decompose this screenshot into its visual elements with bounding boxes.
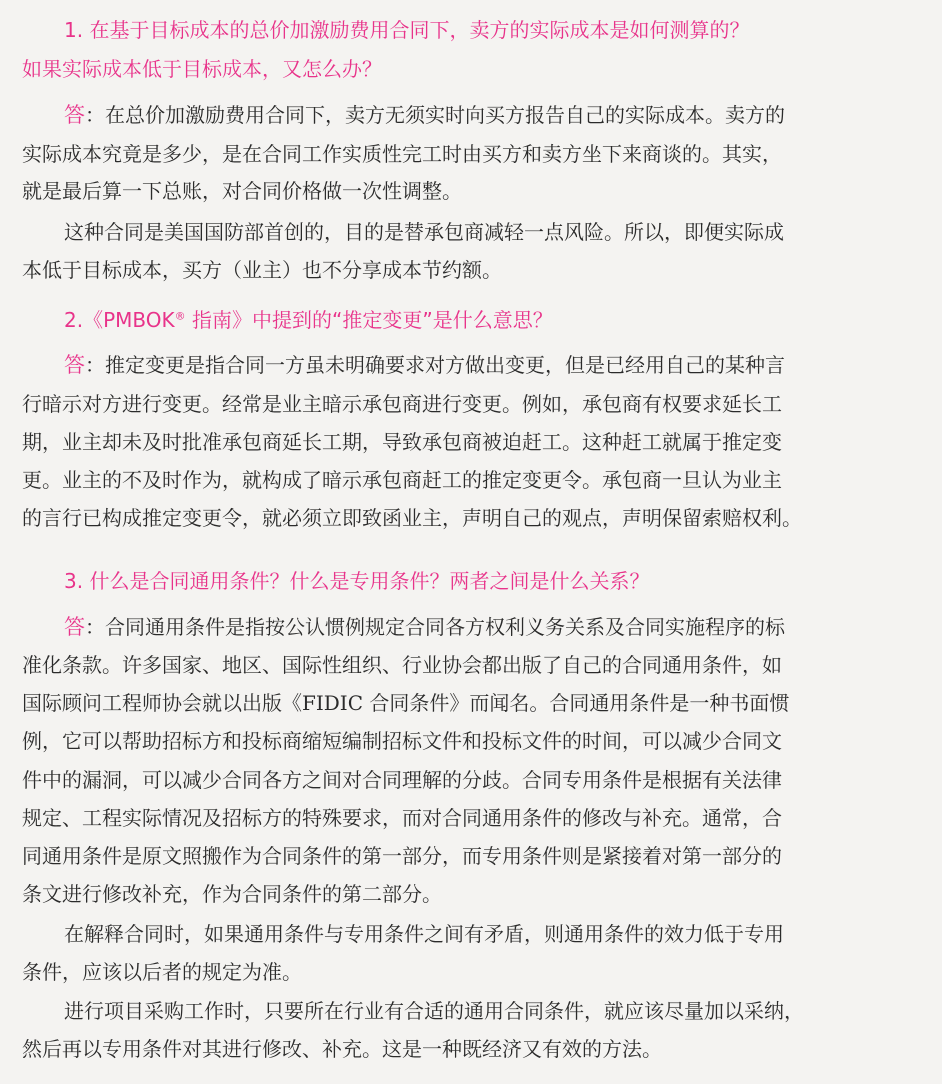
q3-p1-line: 同通用条件是原文照搬作为合同条件的第一部分，而专用条件则是紧接着对第一部分的 [22,844,782,868]
q3-p1-line: 国际顾问工程师协会就以出版《FIDIC 合同条件》而闻名。合同通用条件是一种书面惯 [22,691,790,715]
q3-title: 3. 什么是合同通用条件？什么是专用条件？两者之间是什么关系？ [64,569,650,593]
q1-p2-line: 这种合同是美国国防部首创的，目的是替承包商减轻一点风险。所以，即便实际成 [64,220,784,244]
answer-colon: ： [85,615,105,639]
q2-answer-line-1 [64,351,785,379]
answer-label: 答 [64,103,85,127]
q3-p1-text-0: 合同通用条件是指按公认惯例规定合同各方权利义务关系及合同实施程序的标 [105,615,785,639]
q2-title [64,303,553,337]
q1-title-line1: 1. 在基于目标成本的总价加激励费用合同下，卖方的实际成本是如何测算的？ [64,18,750,42]
q3-p1-line: 例，它可以帮助招标方和投标商缩短编制招标文件和投标文件的时间，可以减少合同文 [22,729,782,753]
q3-p2-line: 条件，应该以后者的规定为准。 [22,960,302,984]
q1-title-line2: 如果实际成本低于目标成本，又怎么办？ [22,57,382,81]
q3-answer-line-1 [64,613,785,641]
registered-mark: ® [174,309,186,323]
q1-p1-line: 实际成本究竟是多少，是在合同工作实质性完工时由买方和卖方坐下来商谈的。其实， [22,142,782,166]
q1-p2-line: 本低于目标成本，买方（业主）也不分享成本节约额。 [22,258,502,282]
answer-colon: ： [85,353,105,377]
q1-p1-text-0: 在总价加激励费用合同下，卖方无须实时向买方报告自己的实际成本。卖方的 [105,103,785,127]
answer-colon: ： [85,103,105,127]
answer-label: 答 [64,353,85,377]
q3-p1-line: 规定、工程实际情况及招标方的特殊要求，而对合同通用条件的修改与补充。通常，合 [22,806,782,830]
q2-p1-line: 行暗示对方进行变更。经常是业主暗示承包商进行变更。例如，承包商有权要求延长工 [22,392,782,416]
q2-title-pre: 2.《PMBOK [64,308,175,332]
q3-p2-line: 在解释合同时，如果通用条件与专用条件之间有矛盾，则通用条件的效力低于专用 [64,922,784,946]
q3-p3-line: 进行项目采购工作时，只要所在行业有合适的通用合同条件，就应该尽量加以采纳， [64,999,804,1023]
answer-label: 答 [64,615,85,639]
q1-p1-line: 就是最后算一下总账，对合同价格做一次性调整。 [22,179,462,203]
q2-p1-line: 的言行已构成推定变更令，就必须立即致函业主，声明自己的观点，声明保留索赔权利。 [22,506,802,530]
q2-p1-line: 更。业主的不及时作为，就构成了暗示承包商赶工的推定变更令。承包商一旦认为业主 [22,468,782,492]
q1-answer-line-1 [64,101,785,129]
q2-title-post: 指南》中提到的“推定变更”是什么意思？ [185,308,553,332]
q3-p1-line: 准化条款。许多国家、地区、国际性组织、行业协会都出版了自己的合同通用条件，如 [22,653,782,677]
q3-p1-line: 件中的漏洞，可以减少合同各方之间对合同理解的分歧。合同专用条件是根据有关法律 [22,768,782,792]
q3-p3-line: 然后再以专用条件对其进行修改、补充。这是一种既经济又有效的方法。 [22,1037,662,1061]
q2-p1-line: 期，业主却未及时批准承包商延长工期，导致承包商被迫赶工。这种赶工就属于推定变 [22,430,782,454]
q3-p1-line: 条文进行修改补充，作为合同条件的第二部分。 [22,882,442,906]
q2-p1-text-0: 推定变更是指合同一方虽未明确要求对方做出变更，但是已经用自己的某种言 [105,353,785,377]
